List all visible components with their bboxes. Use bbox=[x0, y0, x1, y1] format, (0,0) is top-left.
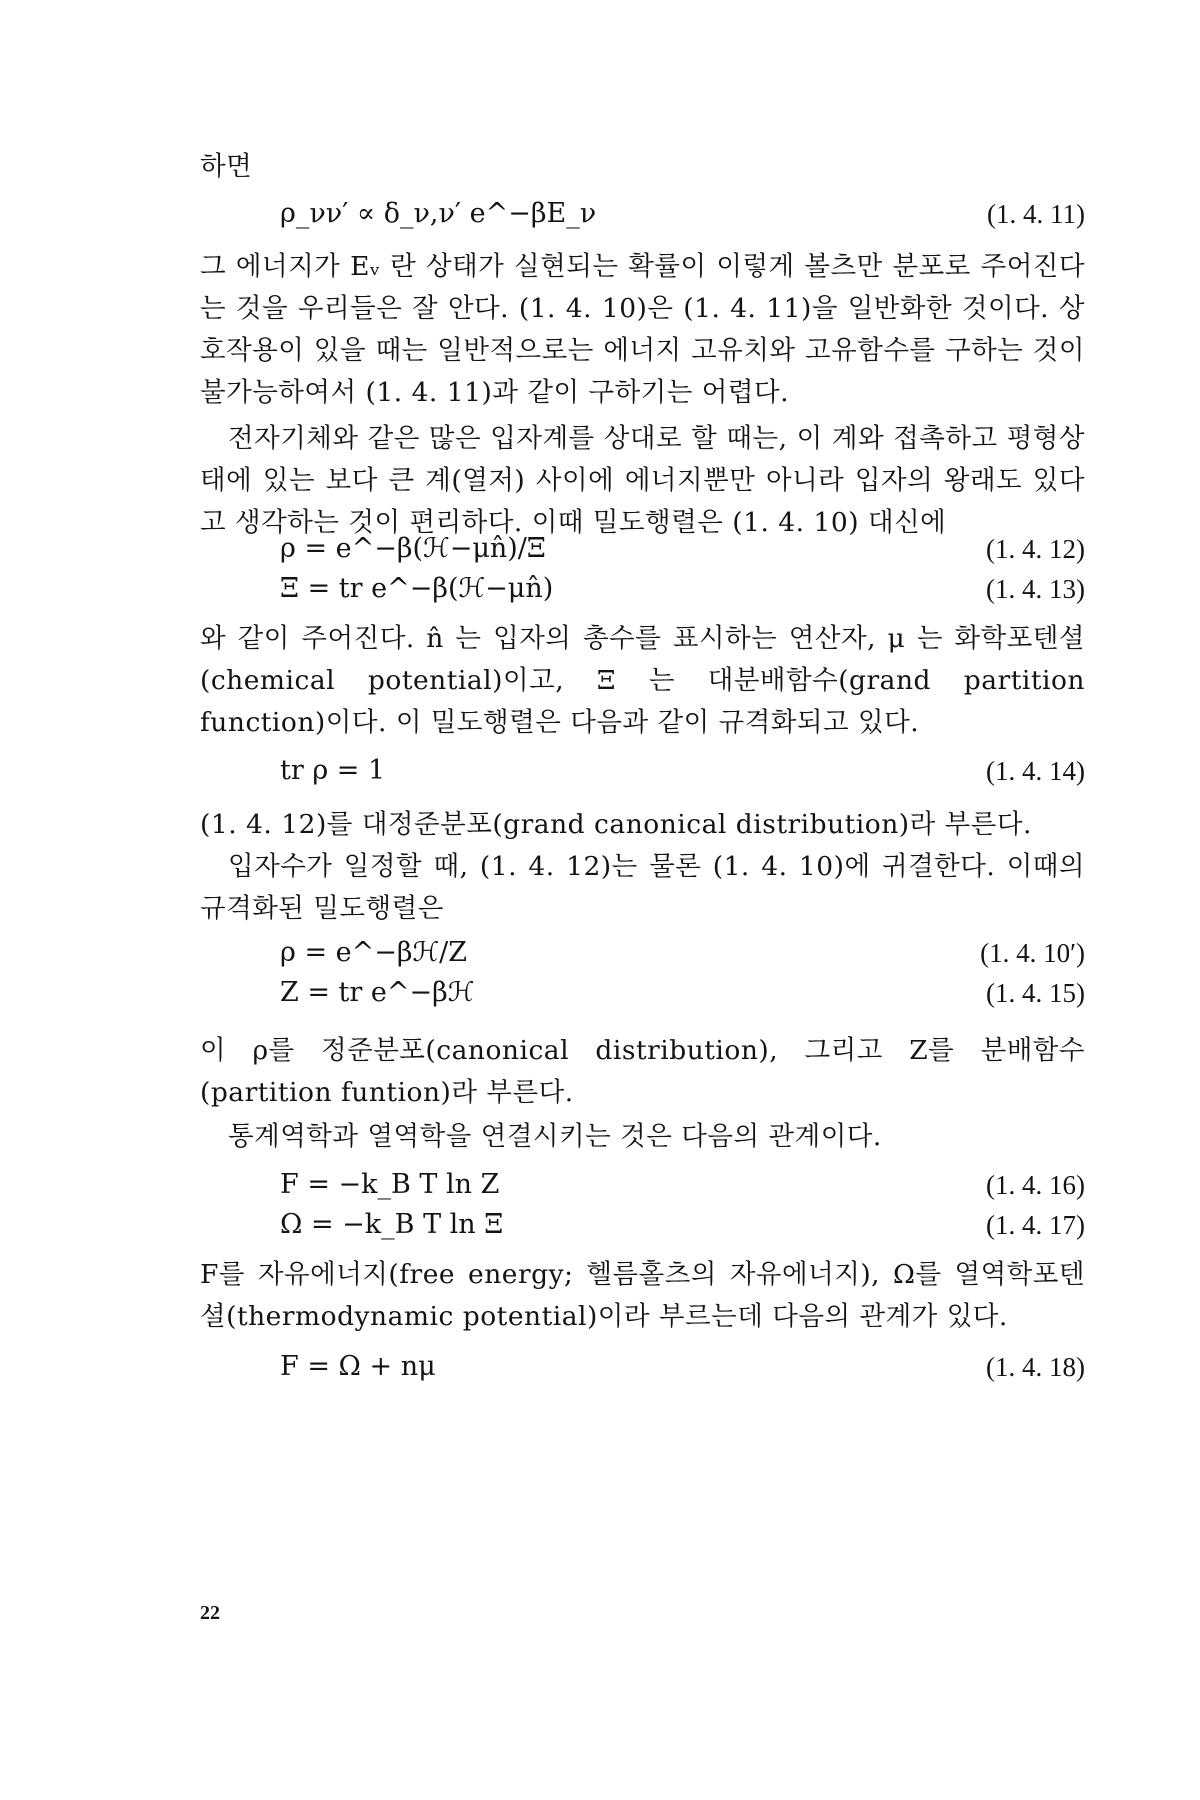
equation-lhs: F = −k_B T ln Z bbox=[280, 1169, 500, 1200]
equation-lhs: Ω = −k_B T ln Ξ bbox=[280, 1209, 504, 1240]
equation-number: (1. 4. 18) bbox=[986, 1352, 1085, 1382]
equation-lhs: tr ρ = 1 bbox=[280, 755, 386, 786]
equation-number: (1. 4. 14) bbox=[986, 756, 1085, 786]
paragraph-grand-canonical: (1. 4. 12)를 대정준분포(grand canonical distribution)라 부른다. bbox=[200, 809, 1032, 840]
paragraph-boltzmann: 그 에너지가 Eᵥ 란 상태가 실현되는 확률이 이렇게 볼츠만 분포로 주어진다는 것을 우리들은 잘 안다. (1. 4. 10)은 (1. 4. 11)을 일반화한 것이다. 상호작용이 있을 때는 일반적으로는 에너지 고유치와 고유함수를 구하는 것이 불가능하여서 (1. 4. 11)과 같이 구하기는 어렵다. bbox=[200, 251, 1085, 408]
equation-lhs: F = Ω + nμ bbox=[280, 1351, 436, 1382]
equation-1-4-11 bbox=[200, 193, 1085, 235]
equation-1-4-13 bbox=[200, 568, 1085, 610]
equation-1-4-10-prime bbox=[200, 932, 1085, 974]
paragraph-fixed-particles: 입자수가 일정할 때, (1. 4. 12)는 물론 (1. 4. 10)에 귀결한다. 이때의 규격화된 밀도행렬은 bbox=[200, 851, 1085, 924]
equation-1-4-18 bbox=[200, 1346, 1085, 1388]
equation-1-4-16 bbox=[200, 1164, 1085, 1206]
equation-lhs: ρ = e^−βℋ/Z bbox=[280, 937, 468, 968]
equation-lhs: ρ_νν′ ∝ δ_ν,ν′ e^−βE_ν bbox=[280, 198, 597, 229]
page-number: 22 bbox=[200, 1602, 220, 1624]
equation-1-4-15 bbox=[200, 972, 1085, 1014]
equation-lhs: Z = tr e^−βℋ bbox=[280, 977, 475, 1008]
paragraph-canonical: 이 ρ를 정준분포(canonical distribution), 그리고 Z를 분배함수(partition funtion)라 부른다. bbox=[200, 1035, 1085, 1108]
paragraph-relation: 통계역학과 열역학을 연결시키는 것은 다음의 관계이다. bbox=[228, 1121, 882, 1152]
paragraph-free-energy: F를 자유에너지(free energy; 헬름홀츠의 자유에너지), Ω를 열역학포텐셜(thermodynamic potential)이라 부르는데 다음의 관계가 있다. bbox=[200, 1259, 1085, 1332]
paragraph-electron-gas: 전자기체와 같은 많은 입자계를 상대로 할 때는, 이 계와 접촉하고 평형상태에 있는 보다 큰 계(열저) 사이에 에너지뿐만 아니라 입자의 왕래도 있다고 생각하는 것이 편리하다. 이때 밀도행렬은 (1. 4. 10) 대신에 bbox=[200, 423, 1085, 538]
equation-number: (1. 4. 10′) bbox=[980, 938, 1085, 968]
equation-number: (1. 4. 16) bbox=[986, 1170, 1085, 1200]
equation-number: (1. 4. 13) bbox=[986, 574, 1085, 604]
equation-number: (1. 4. 11) bbox=[987, 199, 1085, 229]
equation-lhs: Ξ = tr e^−β(ℋ−μn̂) bbox=[280, 573, 554, 604]
equation-number: (1. 4. 12) bbox=[986, 534, 1085, 564]
equation-number: (1. 4. 15) bbox=[986, 978, 1085, 1008]
equation-lhs: ρ = e^−β(ℋ−μn̂)/Ξ bbox=[280, 533, 546, 564]
equation-number: (1. 4. 17) bbox=[986, 1210, 1085, 1240]
paragraph-operators: 와 같이 주어진다. n̂ 는 입자의 총수를 표시하는 연산자, μ 는 화학포텐셜(chemical potential)이고, Ξ 는 대분배함수(grand partition function)이다. 이 밀도행렬은 다음과 같이 규격화되고 있다. bbox=[200, 623, 1085, 738]
equation-1-4-17 bbox=[200, 1204, 1085, 1246]
paragraph-intro: 하면 bbox=[200, 151, 253, 182]
equation-1-4-12 bbox=[200, 528, 1085, 570]
equation-1-4-14 bbox=[200, 750, 1085, 792]
